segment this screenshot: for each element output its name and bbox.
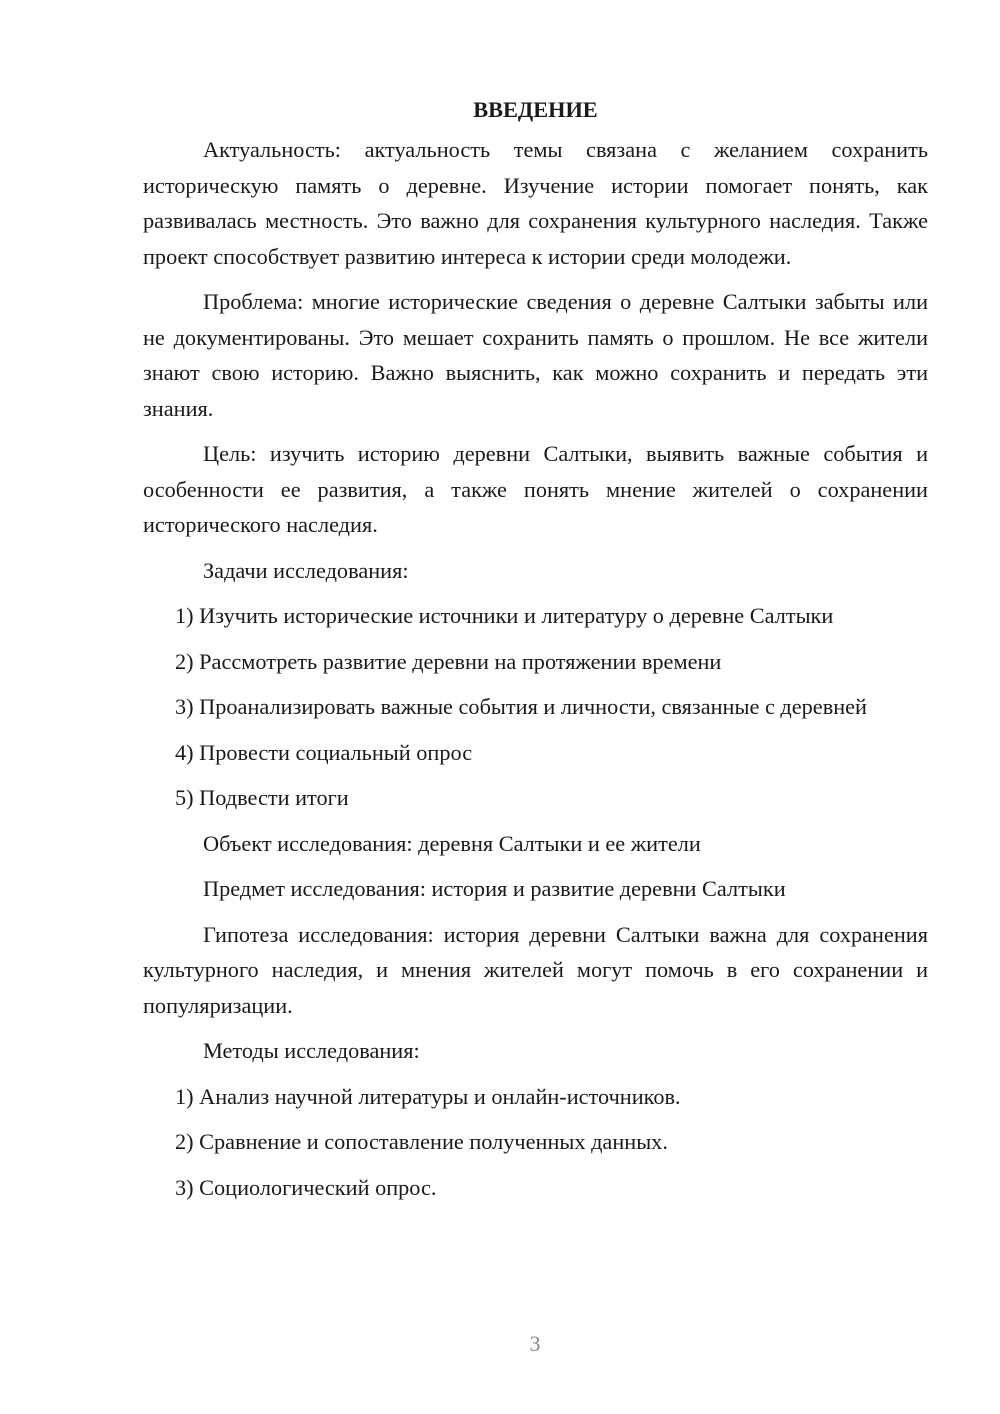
task-item-3: 3) Проанализировать важные события и личности, связанные с деревней	[175, 694, 867, 719]
task-item-1: 1) Изучить исторические источники и литературу о деревне Салтыки	[175, 603, 834, 628]
relevance-paragraph: Актуальность: актуальность темы связана с желанием сохранить историческую память о деревне. Изучение истории помогает понять, как развивалась местность. Это важно для сохранения культурного наследия. Также проект способствует развитию интереса к истории среди молодежи.	[143, 137, 928, 269]
task-item-2: 2) Рассмотреть развитие деревни на протяжении времени	[175, 648, 722, 674]
object-line: Объект исследования: деревня Салтыки и ее жители	[203, 830, 701, 856]
tasks-heading: Задачи исследования:	[203, 557, 409, 583]
section-title: ВВЕДЕНИЕ	[473, 97, 598, 122]
goal-paragraph: Цель: изучить историю деревни Салтыки, выявить важные события и особенности ее развития, а также понять мнение жителей о сохранении исторического наследия.	[143, 441, 928, 537]
method-item-1: 1) Анализ научной литературы и онлайн-источников.	[175, 1083, 681, 1109]
hypothesis-paragraph: Гипотеза исследования: история деревни Салтыки важна для сохранения культурного наследия, и мнения жителей могут помочь в его сохранении и популяризации.	[143, 921, 928, 1018]
problem-paragraph: Проблема: многие исторические сведения о деревне Салтыки забыты или не документированы. Это мешает сохранить память о прошлом. Не все жители знают свою историю. Важно выяснить, как можно сохранить и передать эти знания.	[143, 289, 928, 421]
task-item-4: 4) Провести социальный опрос	[175, 739, 473, 765]
task-item-5: 5) Подвести итоги	[175, 785, 349, 810]
subject-line: Предмет исследования: история и развитие деревни Салтыки	[203, 876, 786, 901]
method-item-2: 2) Сравнение и сопоставление полученных данных.	[175, 1129, 668, 1154]
method-item-3: 3) Социологический опрос.	[175, 1174, 437, 1200]
page-content	[143, 92, 928, 1215]
methods-heading: Методы исследования:	[203, 1038, 420, 1063]
page-number: 3	[529, 1331, 541, 1356]
